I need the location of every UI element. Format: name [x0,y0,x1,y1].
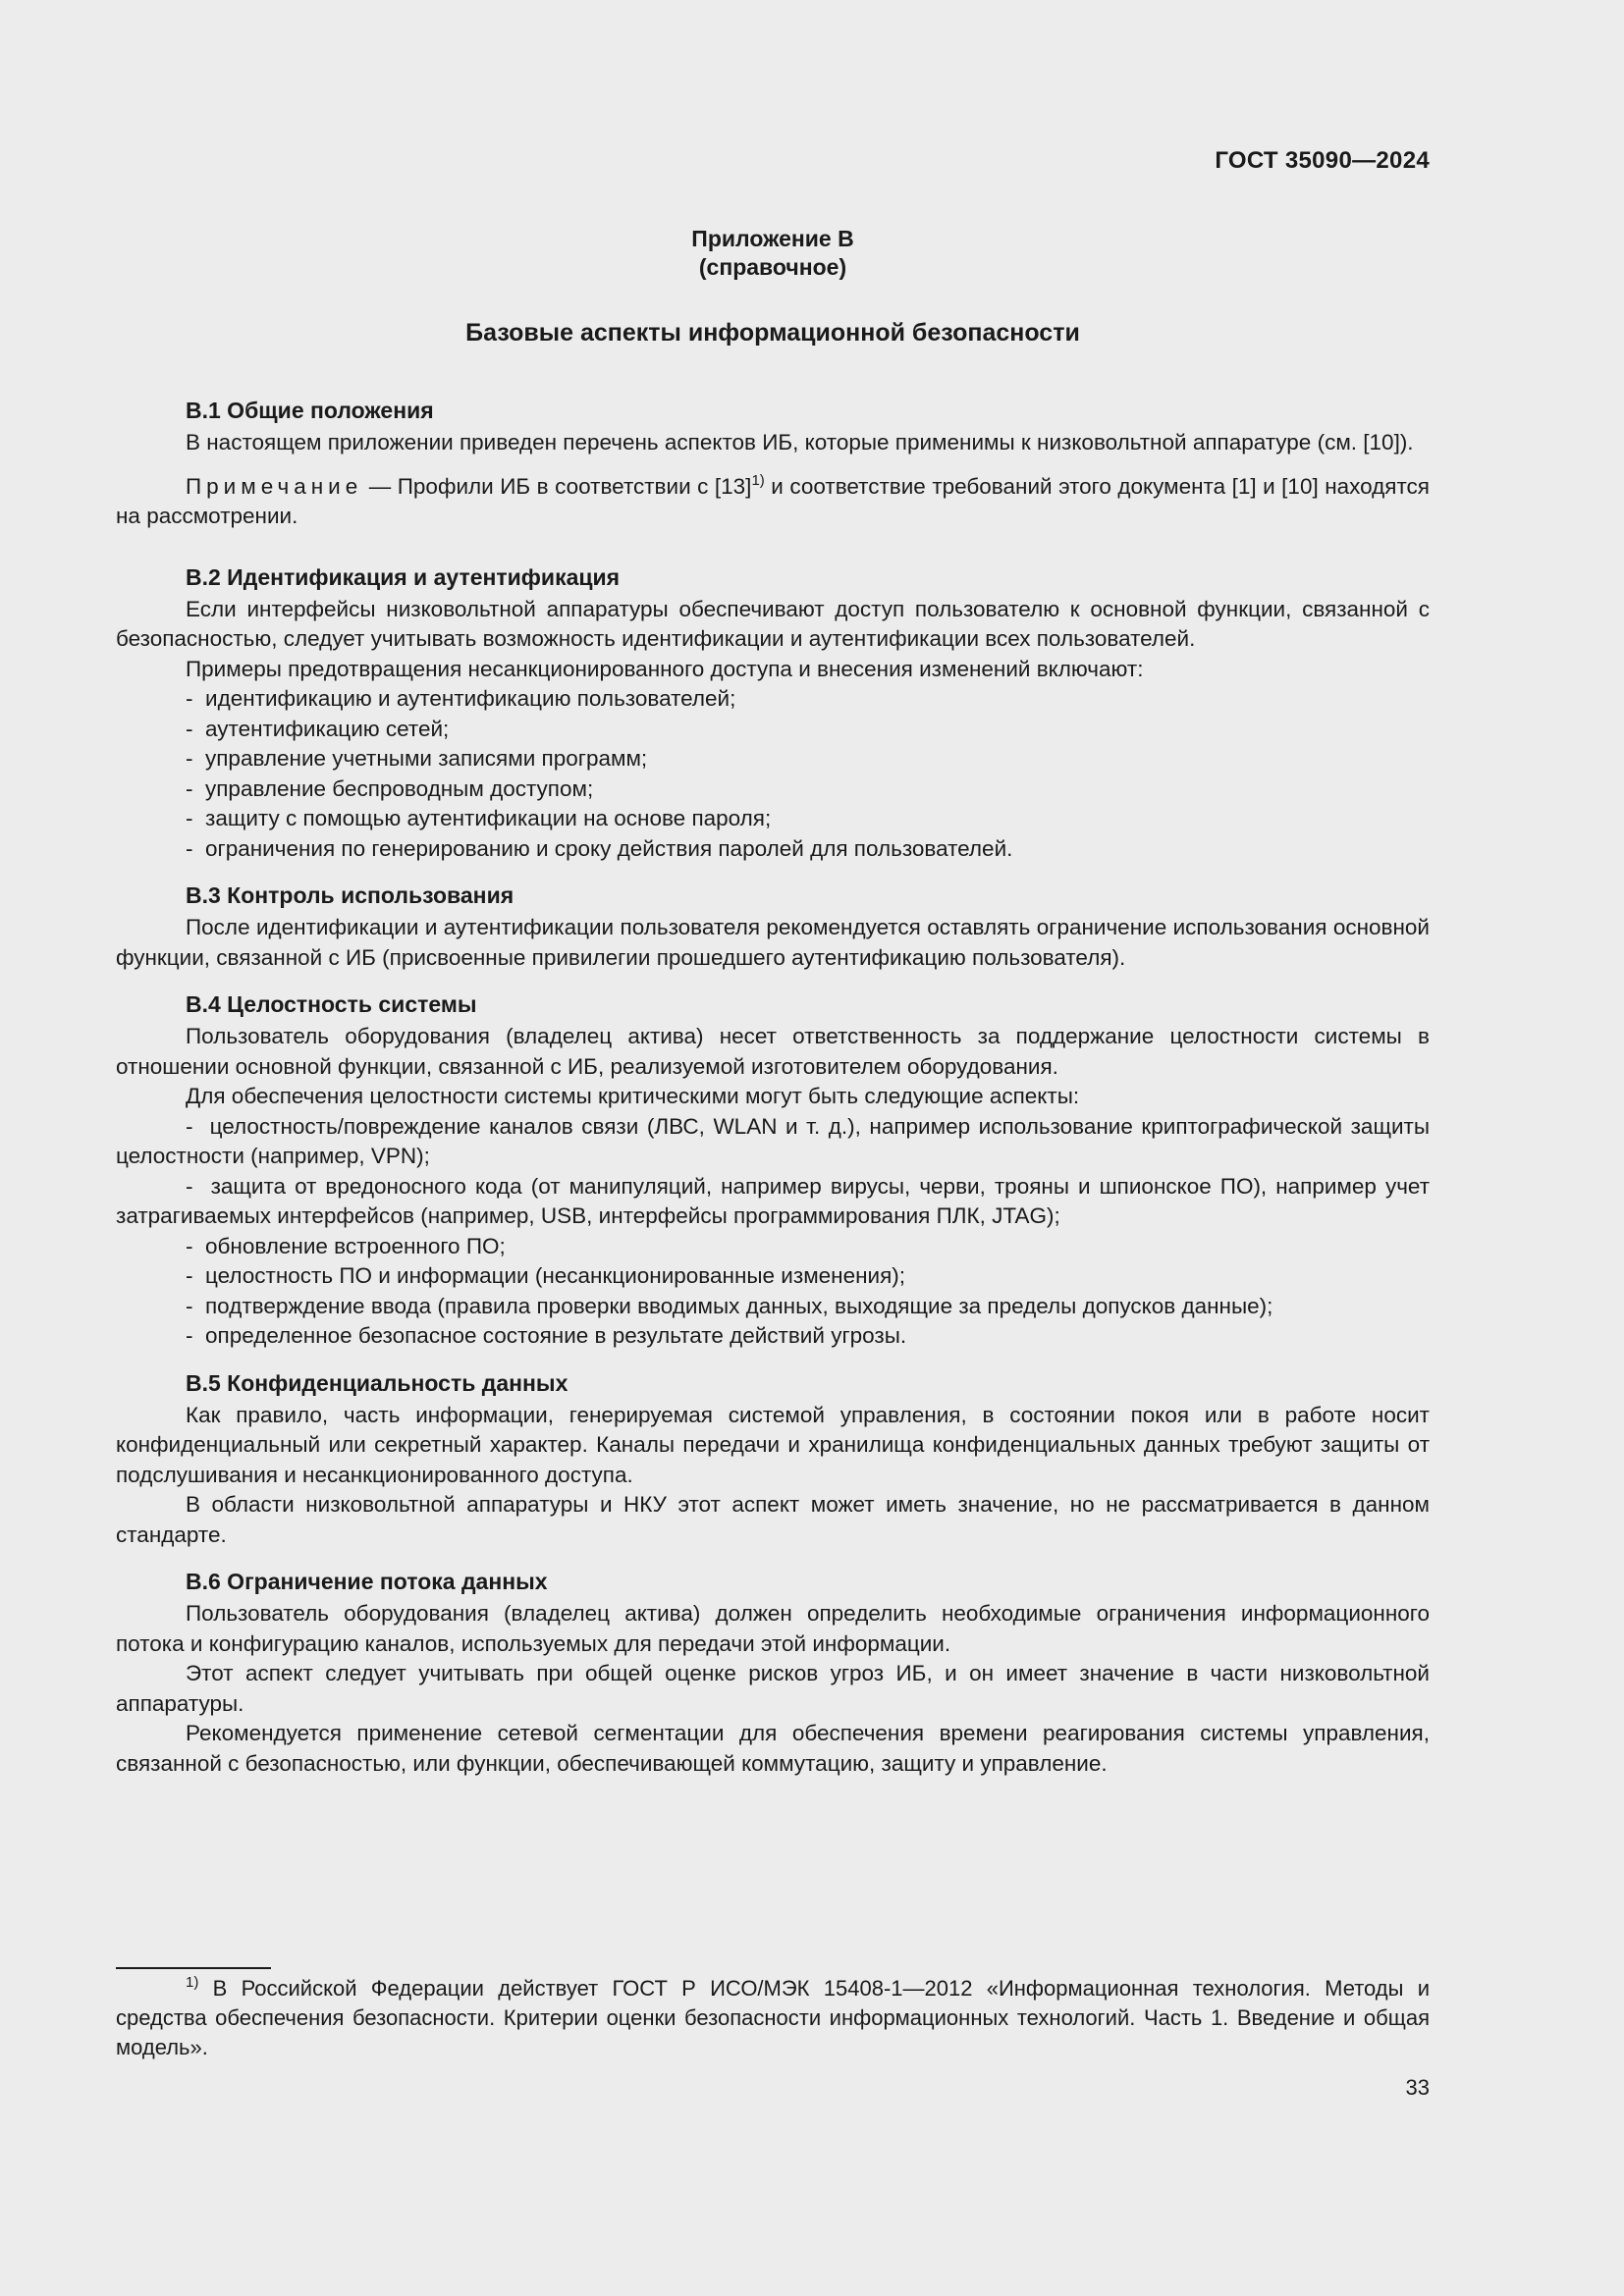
section-heading-b6: В.6 Ограничение потока данных [186,1569,548,1594]
list-item: - защиту с помощью аутентификации на основе пароля; [116,804,1430,834]
paragraph: В настоящем приложении приведен перечень аспектов ИБ, которые применимы к низковольтной аппаратуре (см. [10]). [186,430,1414,454]
paragraph: Этот аспект следует учитывать при общей оценке рисков угроз ИБ, и он имеет значение в части низковольтной аппаратуры. [116,1661,1430,1716]
list-item: - управление учетными записями программ; [116,744,1430,774]
list-item: - обновление встроенного ПО; [116,1232,1430,1262]
footnote-divider [116,1967,271,1969]
section-heading-b5: В.5 Конфиденциальность данных [186,1369,568,1396]
list-item: - ограничения по генерированию и сроку действия паролей для пользователей. [116,834,1430,865]
note-dash: — [362,473,398,499]
list-item: - подтверждение ввода (правила проверки вводимых данных, выходящие за пределы допусков данные); [116,1292,1430,1322]
note-text-cont: и соответствие требований этого документа [1] и [10] находятся на рассмотрении. [116,473,1430,528]
paragraph: Пользователь оборудования (владелец актива) должен определить необходимые ограничения информационного потока и конфигурацию каналов, используемых для передачи этой информации. [116,1601,1430,1656]
paragraph: Пользователь оборудования (владелец актива) несет ответственность за поддержание целостности системы в отношении основной функции, связанной с ИБ, реализуемой изготовителем оборудования. [116,1024,1430,1079]
footnote-ref: 1) [751,471,765,489]
list-item: - целостность/повреждение каналов связи (ЛВС, WLAN и т. д.), например использование криптографической защиты целостности (например, VPN); [116,1112,1430,1172]
section-heading-b1: В.1 Общие положения [186,398,434,423]
document-code: ГОСТ 35090—2024 [1215,147,1430,174]
page-number: 33 [1405,2075,1430,2100]
document-body [116,393,1430,1779]
list-item: - определенное безопасное состояние в результате действий угрозы. [116,1321,1430,1352]
list-item: - целостность ПО и информации (несанкционированные изменения); [116,1261,1430,1292]
list-item: - управление беспроводным доступом; [116,774,1430,805]
note-label: Примечание [186,473,363,499]
appendix-subtitle: (справочное) [698,254,847,280]
section-heading-b3: В.3 Контроль использования [186,882,514,908]
paragraph: В области низковольтной аппаратуры и НКУ этот аспект может иметь значение, но не рассматривается в данном стандарте. [116,1492,1430,1547]
dash-list-b4 [116,1112,1430,1352]
paragraph: Как правило, часть информации, генерируемая системой управления, в состоянии покоя или в работе носит конфиденциальный или секретный характер. Каналы передачи и хранилища конфиденциальных данных требуют защиты от подслушивания и несанкционированного доступа. [116,1402,1430,1487]
section-heading-b2: В.2 Идентификация и аутентификация [186,563,621,590]
paragraph: Для обеспечения целостности системы критическими могут быть следующие аспекты: [186,1084,1080,1108]
paragraph: Примеры предотвращения несанкционированного доступа и внесения изменений включают: [186,656,1144,681]
list-item: - защита от вредоносного кода (от манипуляций, например вирусы, черви, трояны и шпионское ПО), например учет затрагиваемых интерфейсов (например, USB, интерфейсы программирования ПЛК, JTAG); [116,1172,1430,1232]
footnote-text: В Российской Федерации действует ГОСТ Р ИСО/МЭК 15408-1—2012 «Информационная технология. Методы и средства обеспечения безопасности. Критерии оценки безопасности информационных технологий. Часть 1. Введение и общая модель». [116,1976,1430,2059]
footnote-marker: 1) [186,1974,199,1991]
paragraph: Рекомендуется применение сетевой сегментации для обеспечения времени реагирования системы управления, связанной с безопасностью, или функции, обеспечивающей коммутацию, защиту и управление. [116,1721,1430,1776]
appendix-title: Приложение В [691,226,854,251]
section-heading-b4: В.4 Целостность системы [186,991,477,1017]
paragraph: Если интерфейсы низковольтной аппаратуры обеспечивают доступ пользователю к основной функции, связанной с безопасностью, следует учитывать возможность идентификации и аутентификации всех пользователей. [116,596,1430,651]
list-item: - идентификацию и аутентификацию пользователей; [116,684,1430,715]
appendix-heading: Базовые аспекты информационной безопасности [465,319,1080,347]
paragraph: После идентификации и аутентификации пользователя рекомендуется оставлять ограничение использования основной функции, связанной с ИБ (присвоенные привилегии прошедшего аутентификацию пользователя). [116,915,1430,970]
note-text: Профили ИБ в соответствии с [13] [397,473,752,499]
footnote [116,1974,1430,2062]
dash-list-b2 [116,684,1430,864]
note-paragraph [116,472,1430,532]
list-item: - аутентификацию сетей; [116,715,1430,745]
appendix-title-block [116,225,1430,282]
